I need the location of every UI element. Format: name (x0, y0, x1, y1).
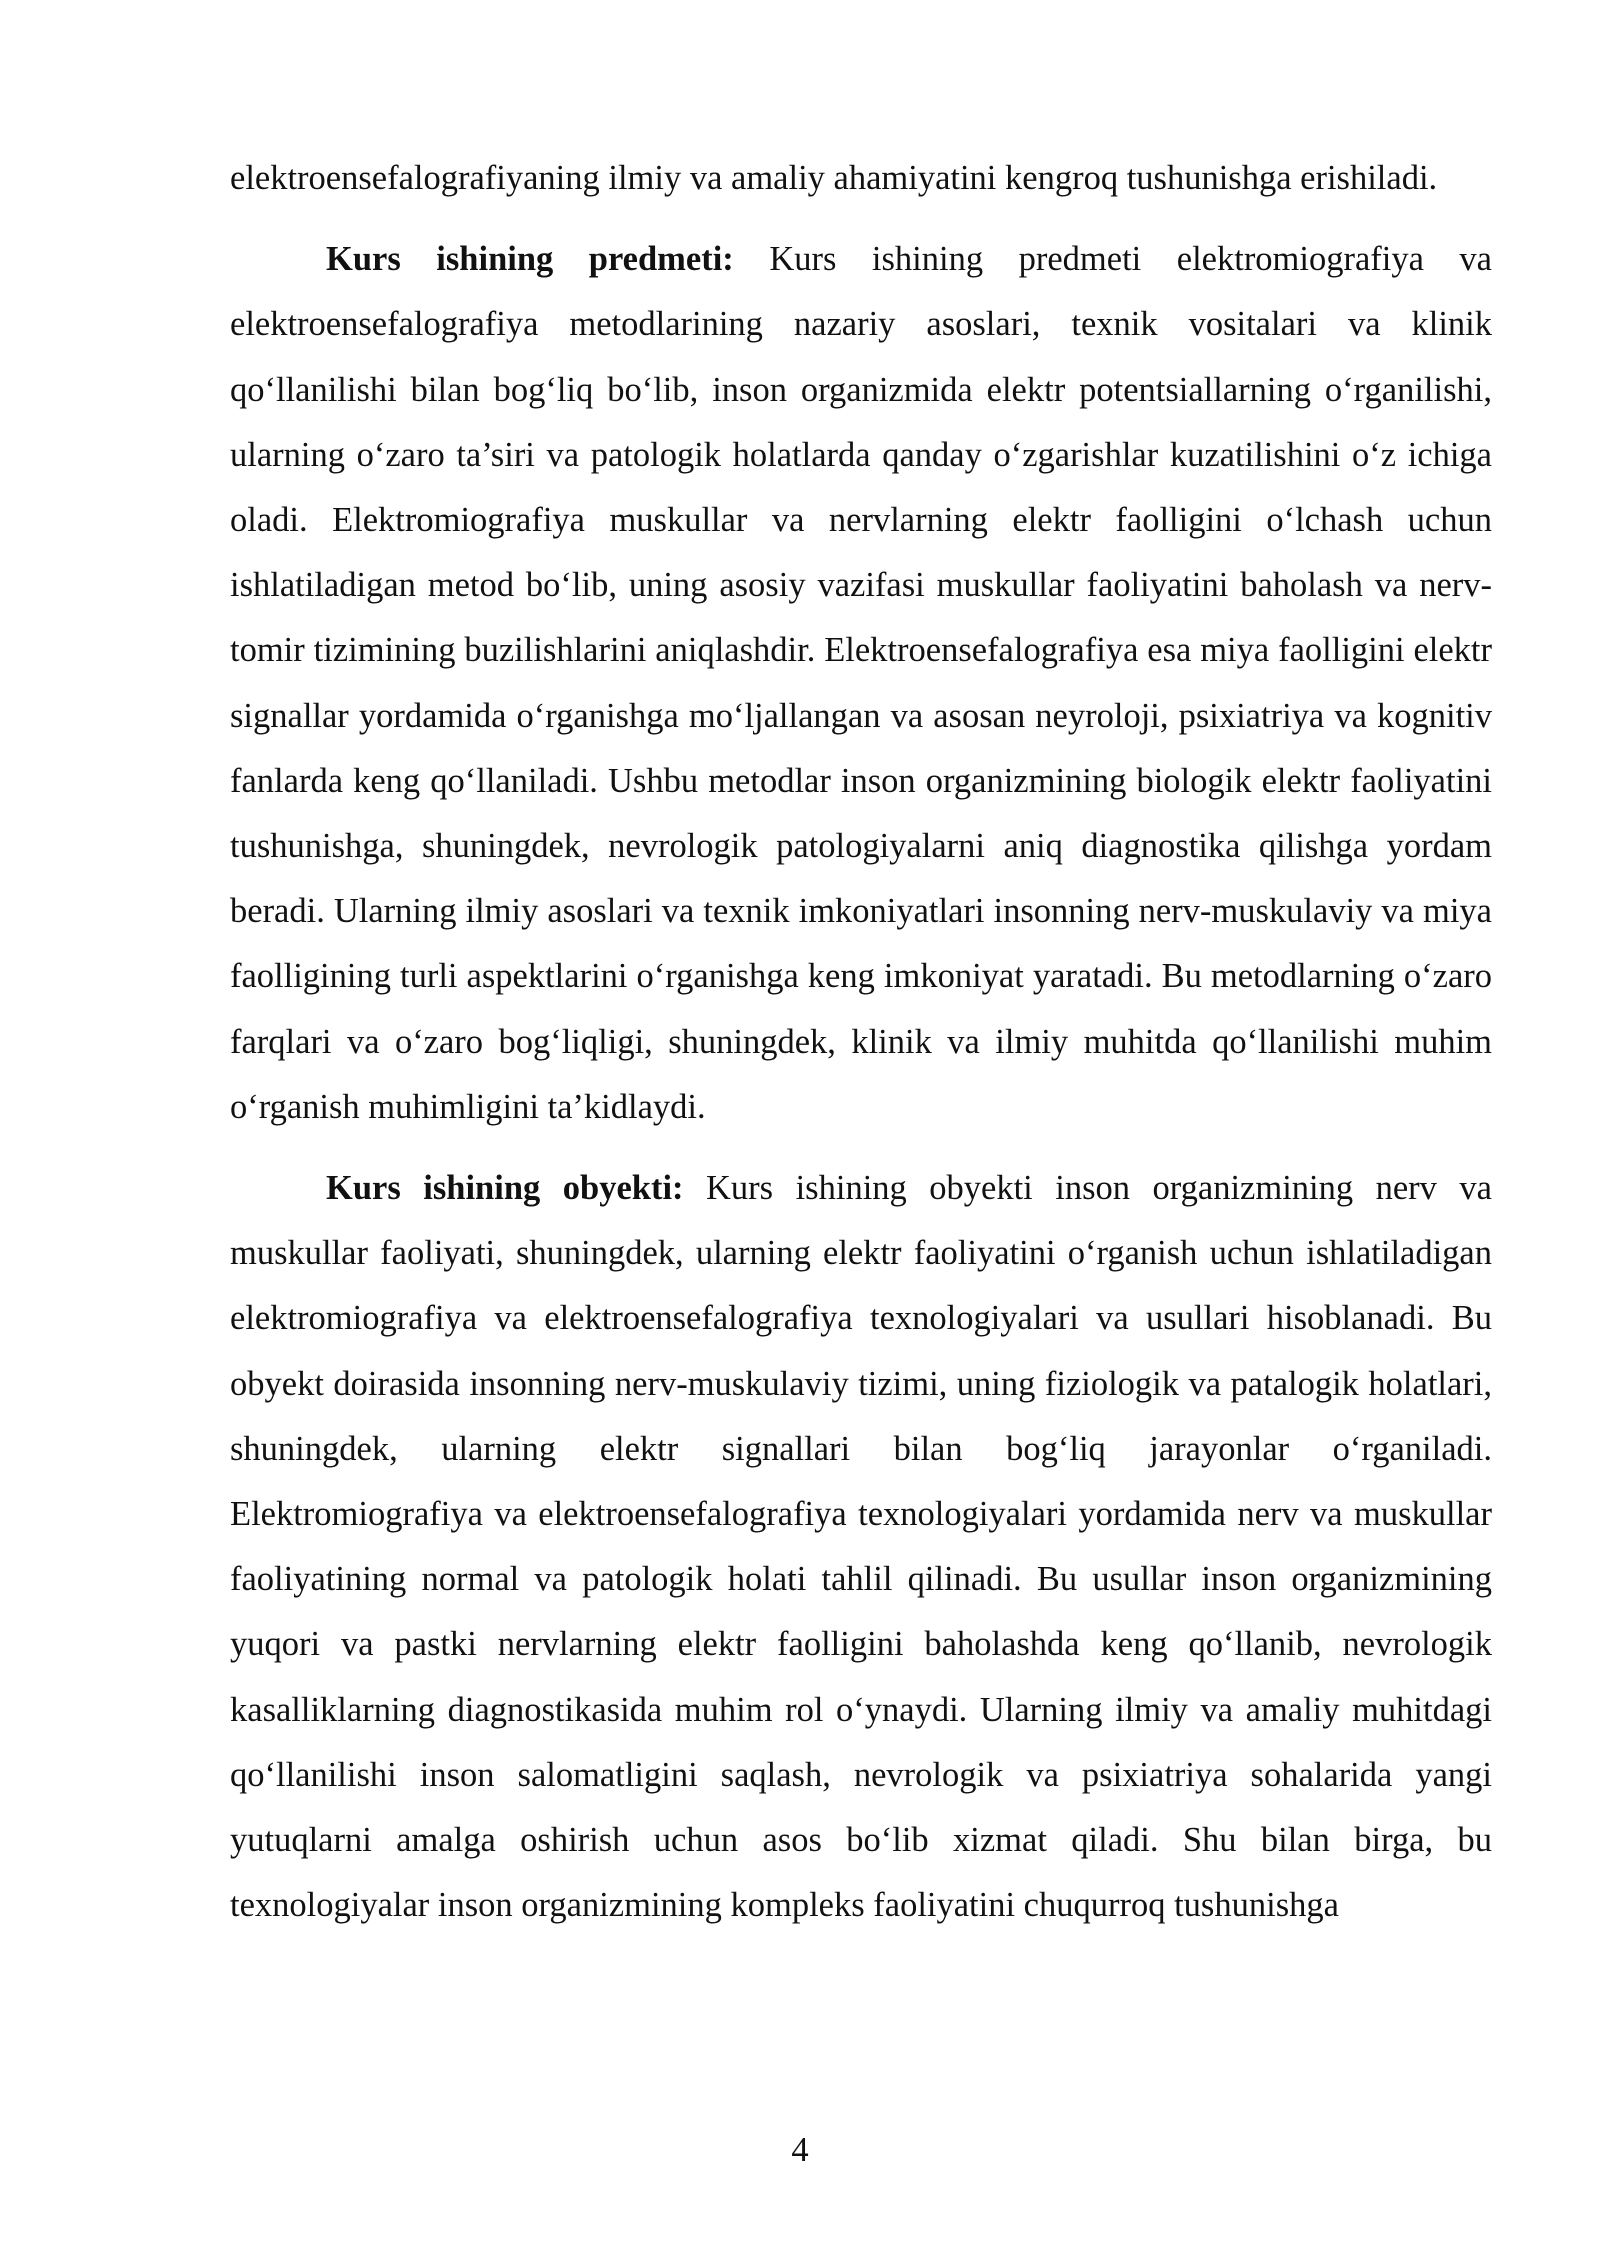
paragraph-text: elektroensefalografiyaning ilmiy va amaliy ahamiyatini kengroq tushunishga erishiladi. (230, 159, 1438, 197)
page-number: 4 (791, 2131, 809, 2169)
paragraph-object (230, 1156, 1492, 1938)
paragraph-text: Kurs ishining obyekti inson organizmining nerv va muskullar faoliyati, shuningdek, ularning elektr faoliyatini o‘rganish uchun ishlatiladigan elektromiografiya va elektroensefalografiya texnologiyalari va usullari hisoblanadi. Bu obyekt doirasida insonning nerv-muskulaviy tizimi, uning fiziologik va patalogik holatlari, shuningdek, ularning elektr signallari bilan bog‘liq jarayonlar o‘rganiladi. Elektromiografiya va elektroensefalografiya texnologiyalari yordamida nerv va muskullar faoliyatining normal va patologik holati tahlil qilinadi. Bu usullar inson organizmining yuqori va pastki nervlarning elektr faolligini baholashda keng qo‘llanib, nevrologik kasalliklarning diagnostikasida muhim rol o‘ynaydi. Ularning ilmiy va amaliy muhitdagi qo‘llanilishi inson salomatligini saqlash, nevrologik va psixiatriya sohalarida yangi yutuqlarni amalga oshirish uchun asos bo‘lib xizmat qiladi. Shu bilan birga, bu texnologiyalar inson organizmining kompleks faoliyatini chuqurroq tushunishga (230, 1169, 1492, 1925)
body-text (230, 146, 1492, 1954)
paragraph-subject (230, 227, 1492, 1140)
paragraph-heading-subject: Kurs ishining predmeti: (326, 240, 734, 279)
paragraph-text: Kurs ishining predmeti elektromiografiya va elektroensefalografiya metodlarining nazariy asoslari, texnik vositalari va klinik qo‘llanilishi bilan bog‘liq bo‘lib, inson organizmida elektr potentsiallarning o‘rganilishi, ularning o‘zaro ta’siri va patologik holatlarda qanday o‘zgarishlar kuzatilishini o‘z ichiga oladi. Elektromiografiya muskullar va nervlarning elektr faolligini o‘lchash uchun ishlatiladigan metod bo‘lib, uning asosiy vazifasi muskullar faoliyatini baholash va nerv-tomir tizimining buzilishlarini aniqlashdir. Elektroensefalografiya esa miya faolligini elektr signallar yordamida o‘rganishga mo‘ljallangan va asosan neyroloji, psixiatriya va kognitiv fanlarda keng qo‘llaniladi. Ushbu metodlar inson organizmining biologik elektr faoliyatini tushunishga, shuningdek, nevrologik patologiyalarni aniq diagnostika qilishga yordam beradi. Ularning ilmiy asoslari va texnik imkoniyatlari insonning nerv-muskulaviy va miya faolligining turli aspektlarini o‘rganishga keng imkoniyat yaratadi. Bu metodlarning o‘zaro farqlari va o‘zaro bog‘liqligi, shuningdek, klinik va ilmiy muhitda qo‘llanilishi muhim o‘rganish muhimligini ta’kidlaydi. (230, 240, 1492, 1126)
paragraph-heading-object: Kurs ishining obyekti: (326, 1169, 684, 1208)
paragraph-continuation (230, 146, 1492, 211)
